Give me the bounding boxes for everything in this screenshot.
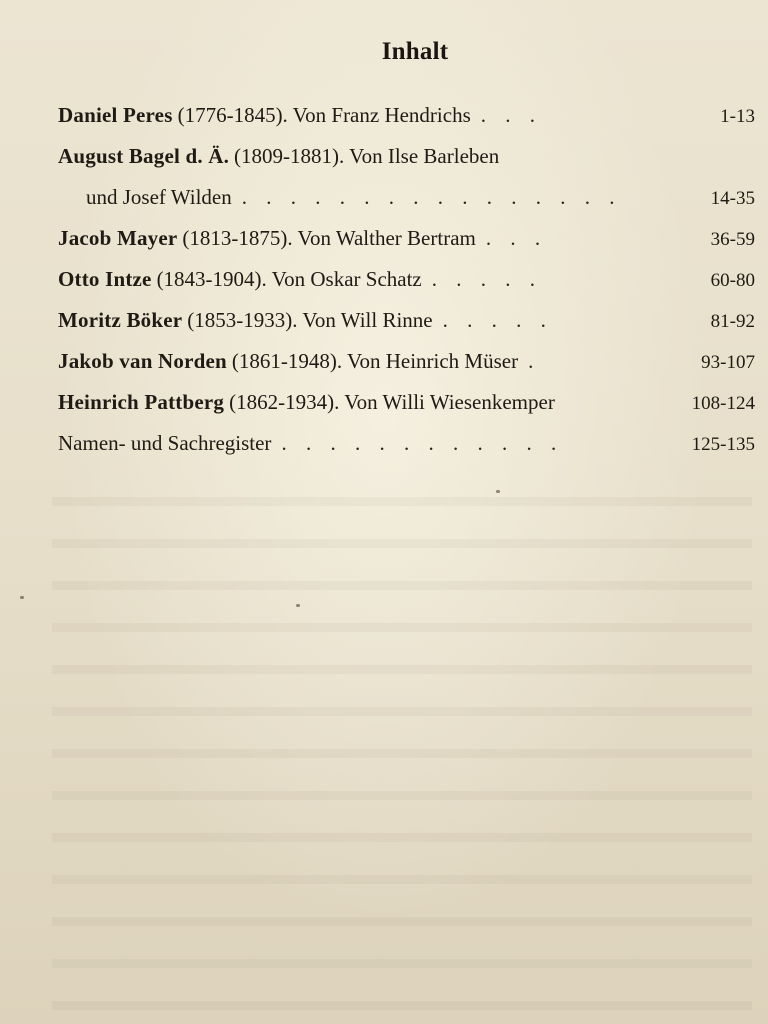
dot-leader: . . . . . . . . . . . . [281, 431, 564, 455]
toc-entry-pattberg [58, 390, 755, 431]
entry-person: Jakob van Norden [58, 349, 227, 373]
toc-entry-boeker [58, 308, 755, 349]
page-range: 60-80 [710, 270, 755, 291]
page-range: 125-135 [691, 434, 755, 455]
entry-person: Heinrich Pattberg [58, 390, 225, 414]
dot-leader: . [528, 349, 541, 373]
toc-entry-norden [58, 349, 755, 390]
toc-entry-bagel [58, 144, 755, 185]
page-range: 14-35 [710, 188, 755, 209]
toc-entry-register [58, 431, 755, 472]
dot-leader: . . . . . . . . . . . . . . . . [241, 185, 622, 209]
entry-person: August Bagel d. Ä. [58, 144, 230, 168]
entry-continuation: und Josef Wilden [86, 185, 232, 209]
paper-speck [496, 490, 500, 493]
entry-detail: (1862-1934). Von Willi Wiesenkemper [229, 390, 555, 414]
paper-speck [296, 604, 300, 607]
paper-speck [20, 596, 24, 599]
entry-person: Otto Intze [58, 267, 152, 291]
show-through-text [52, 470, 752, 1010]
entry-detail: (1861-1948). Von Heinrich Müser [231, 349, 519, 373]
table-of-contents [58, 103, 755, 472]
entry-detail: (1809-1881). Von Ilse Barleben [234, 144, 500, 168]
page-range: 1-13 [720, 106, 755, 127]
page-range: 108-124 [691, 393, 755, 414]
page-range: 81-92 [710, 311, 755, 332]
entry-detail: (1813-1875). Von Walther Bertram [182, 226, 476, 250]
dot-leader: . . . [485, 226, 548, 250]
entry-person: Moritz Böker [58, 308, 183, 332]
toc-entry-peres [58, 103, 755, 144]
entry-person: Daniel Peres [58, 103, 173, 127]
dot-leader: . . . [480, 103, 543, 127]
entry-detail: (1776-1845). Von Franz Hendrichs [177, 103, 471, 127]
page-heading: Inhalt [381, 38, 449, 65]
page-range: 36-59 [710, 229, 755, 250]
entry-detail: (1843-1904). Von Oskar Schatz [156, 267, 422, 291]
entry-detail: (1853-1933). Von Will Rinne [187, 308, 433, 332]
toc-entry-intze [58, 267, 755, 308]
page-range: 93-107 [701, 352, 755, 373]
toc-entry-bagel-continued [58, 185, 755, 226]
dot-leader: . . . . . [442, 308, 553, 332]
toc-entry-mayer [58, 226, 755, 267]
entry-title: Namen- und Sachregister [58, 431, 272, 455]
dot-leader: . . . . . [431, 267, 542, 291]
entry-person: Jacob Mayer [58, 226, 178, 250]
